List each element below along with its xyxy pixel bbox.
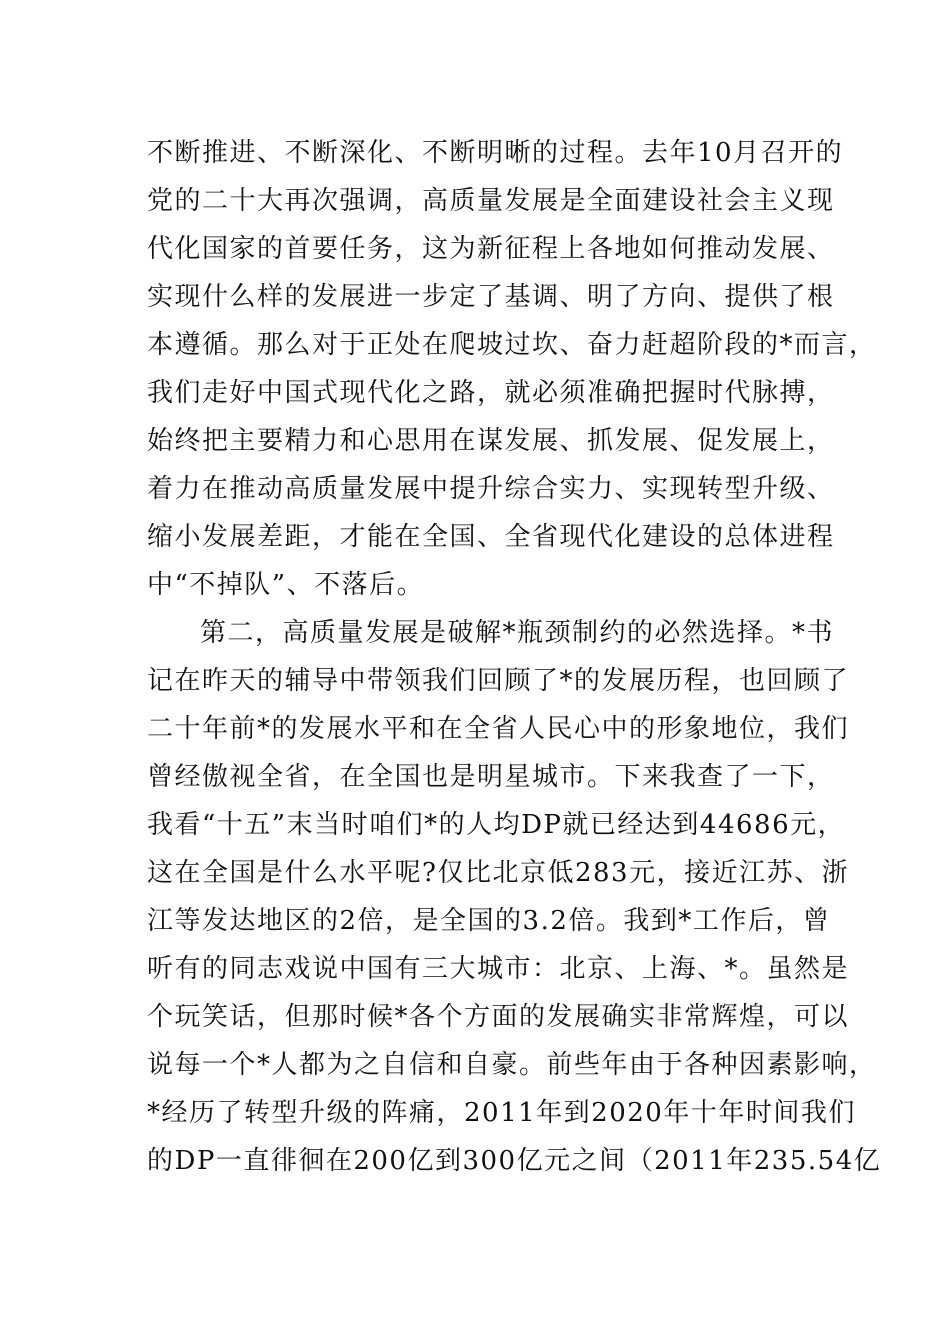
text-line: 听有的同志戏说中国有三大城市：北京、上海、*。虽然是 (147, 954, 850, 984)
text-line: 的DP一直徘徊在200亿到300亿元之间（2011年235.54亿 (147, 1146, 882, 1176)
text-line: 着力在推动高质量发展中提升综合实力、实现转型升级、 (147, 474, 835, 504)
text-line: 中“不掉队”、不落后。 (147, 570, 425, 600)
paragraph-start-line: 第二，高质量发展是破解*瓶颈制约的必然选择。*书 (200, 618, 835, 648)
text-line: 不断推进、不断深化、不断明晰的过程。去年10月召开的 (147, 138, 844, 168)
text-line: 二十年前*的发展水平和在全省人民心中的形象地位，我们 (147, 714, 850, 744)
text-line: 缩小发展差距，才能在全国、全省现代化建设的总体进程 (147, 522, 835, 552)
text-line: 本遵循。那么对于正处在爬坡过坎、奋力赶超阶段的*而言， (147, 330, 877, 360)
text-line: 江等发达地区的2倍，是全国的3.2倍。我到*工作后，曾 (147, 906, 831, 936)
text-line: 我看“十五”末当时咱们*的人均DP就已经达到44686元， (147, 810, 846, 840)
text-line: 始终把主要精力和心思用在谋发展、抓发展、促发展上， (147, 426, 835, 456)
text-line: 曾经傲视全省，在全国也是明星城市。下来我查了一下， (147, 762, 835, 792)
text-line: *经历了转型升级的阵痛，2011年到2020年十年时间我们 (147, 1098, 856, 1128)
text-line: 实现什么样的发展进一步定了基调、明了方向、提供了根 (147, 282, 835, 312)
text-line: 代化国家的首要任务，这为新征程上各地如何推动发展、 (147, 234, 835, 264)
text-line: 记在昨天的辅导中带领我们回顾了*的发展历程，也回顾了 (147, 666, 850, 696)
text-line: 这在全国是什么水平呢?仅比北京低283元，接近江苏、浙 (147, 858, 850, 888)
text-line: 个玩笑话，但那时候*各个方面的发展确实非常辉煌，可以 (147, 1002, 850, 1032)
text-line: 党的二十大再次强调，高质量发展是全面建设社会主义现 (147, 186, 835, 216)
text-line: 我们走好中国式现代化之路，就必须准确把握时代脉搏， (147, 378, 835, 408)
text-line: 说每一个*人都为之自信和自豪。前些年由于各种因素影响， (147, 1050, 877, 1080)
